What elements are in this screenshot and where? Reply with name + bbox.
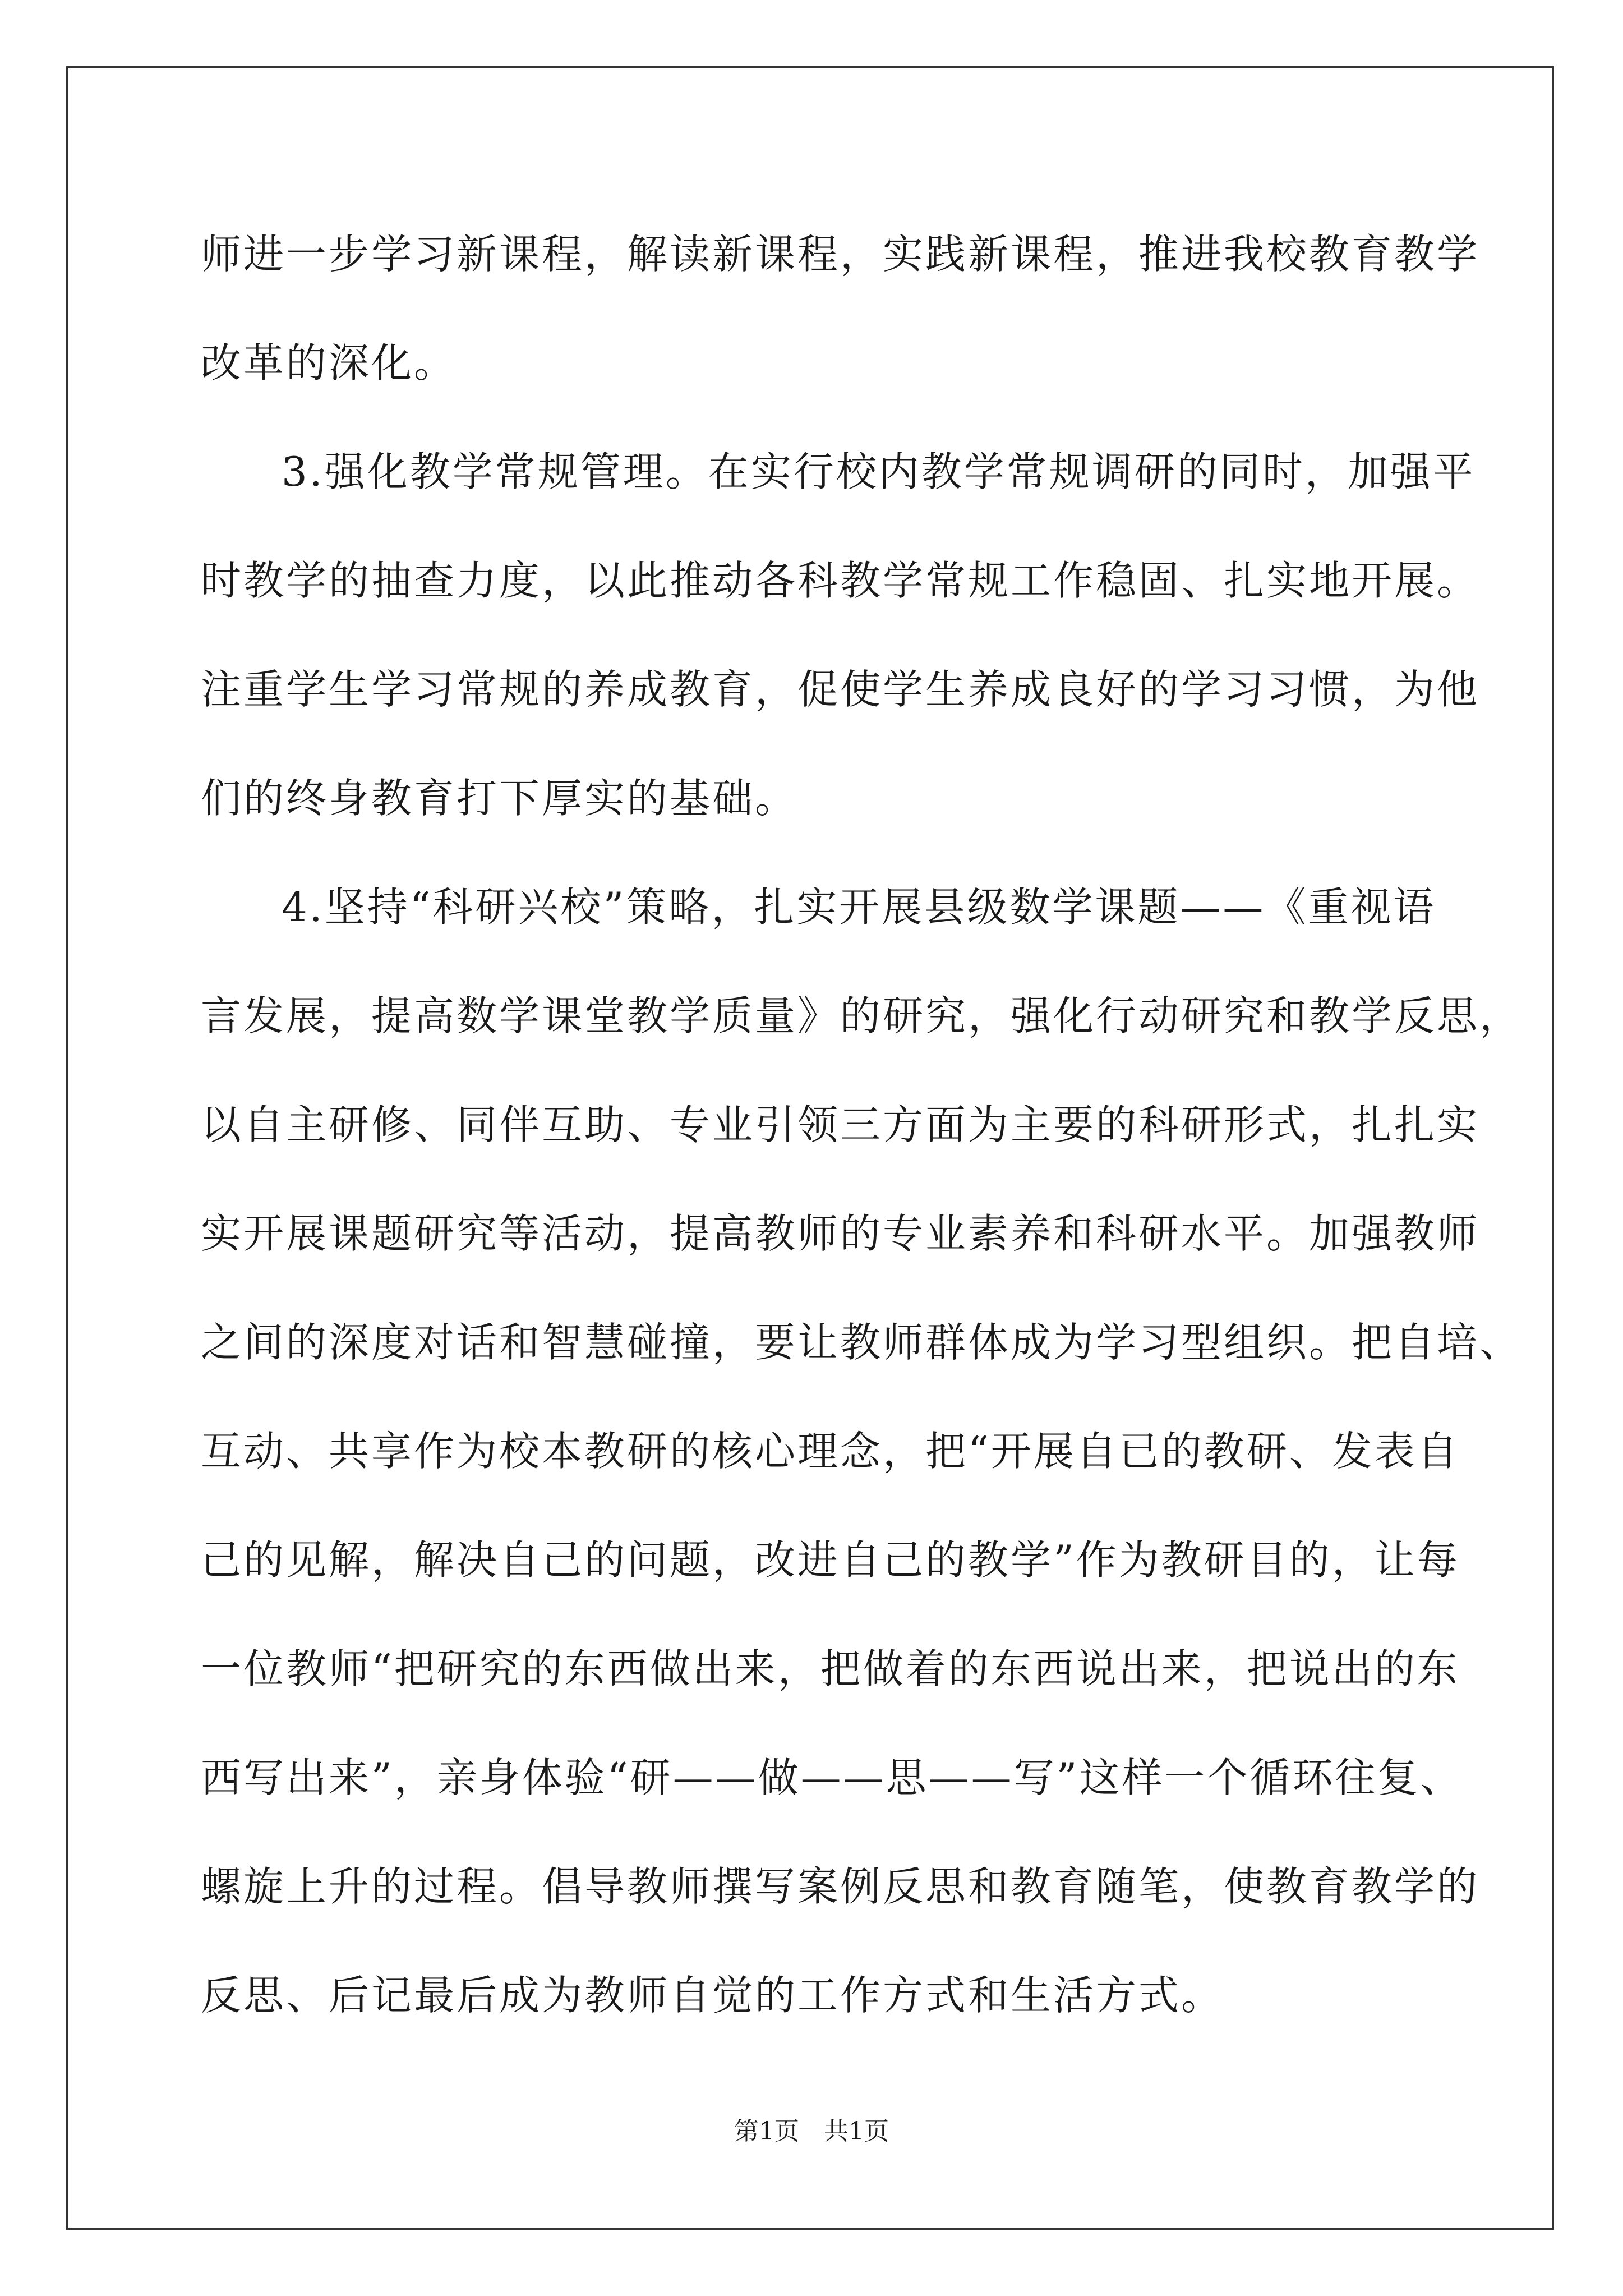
text-line: 师进一步学习新课程，解读新课程，实践新课程，推进我校教育教学 (201, 231, 1480, 278)
text-line: 西写出来”，亲身体验“研——做——思——写”这样一个循环往复、 (201, 1754, 1463, 1801)
text-line: 反思、后记最后成为教师自觉的工作方式和生活方式。 (201, 1972, 1224, 2019)
text-line: 们的终身教育打下厚实的基础。 (201, 775, 798, 822)
text-line: 互动、共享作为校本教研的核心理念，把“开展自已的教研、发表自 (201, 1428, 1460, 1475)
text-line: 注重学生学习常规的养成教育，促使学生养成良好的学习习惯，为他 (201, 666, 1480, 713)
text-line: 言发展，提高数学课堂教学质量》的研究，强化行动研究和教学反思， (201, 992, 1523, 1039)
text-line: 以自主研修、同伴互助、专业引领三方面为主要的科研形式，扎扎实 (201, 1101, 1480, 1148)
paragraph-start-line: 3.强化教学常规管理。在实行校内教学常规调研的同时，加强平 (282, 448, 1476, 495)
text-line: 螺旋上升的过程。倡导教师撰写案例反思和教育随笔，使教育教学的 (201, 1863, 1480, 1910)
text-line: 时教学的抽查力度，以此推动各科教学常规工作稳固、扎实地开展。 (201, 557, 1480, 604)
paragraph-start-line: 4.坚持“科研兴校”策略，扎实开展县级数学课题——《重视语 (282, 884, 1436, 931)
text-line: 一位教师“把研究的东西做出来，把做着的东西说出来，把说出的东 (201, 1645, 1460, 1692)
text-line: 改革的深化。 (201, 339, 457, 386)
text-line: 己的见解，解决自己的问题，改进自己的教学”作为教研目的，让每 (201, 1536, 1460, 1584)
text-line: 实开展课题研究等活动，提高教师的专业素养和科研水平。加强教师 (201, 1210, 1480, 1257)
document-body (201, 200, 1523, 2050)
page-number-footer: 第1页 共1页 (734, 2117, 889, 2146)
text-line: 之间的深度对话和智慧碰撞，要让教师群体成为学习型组织。把自培、 (201, 1319, 1523, 1366)
